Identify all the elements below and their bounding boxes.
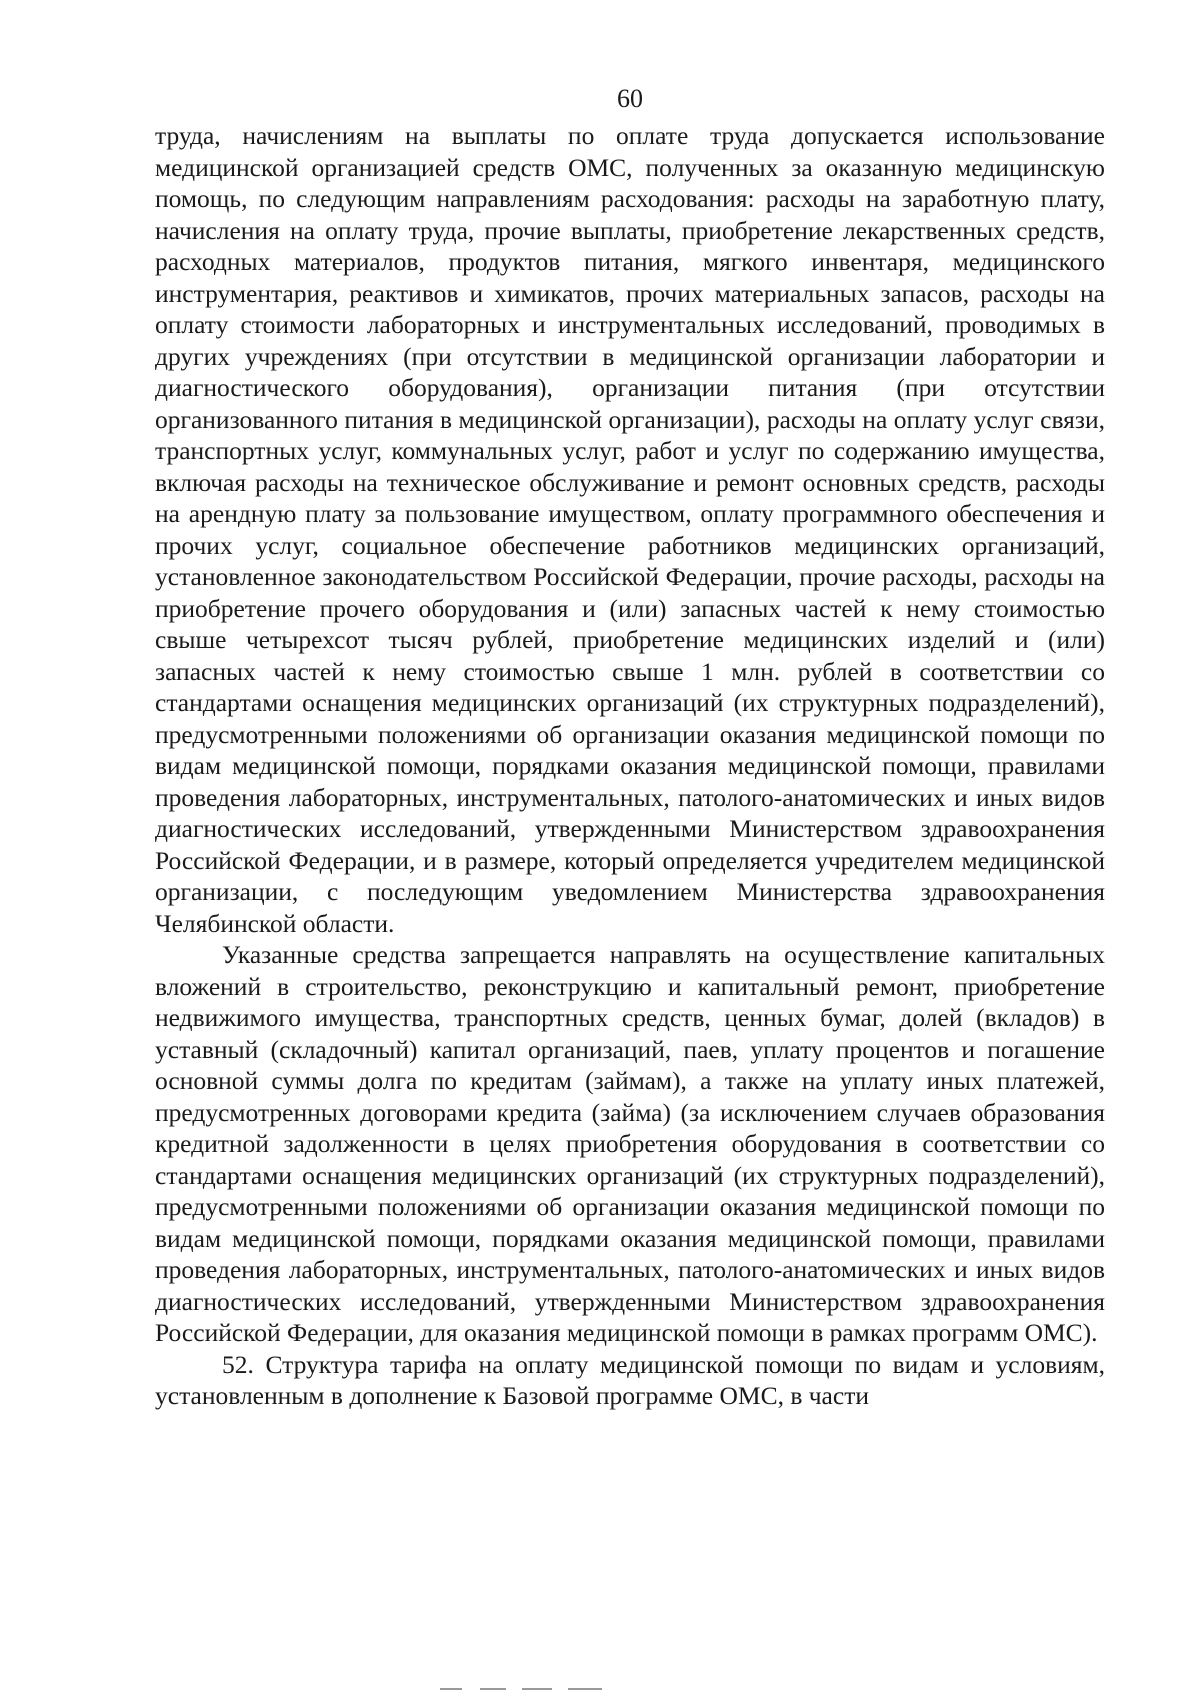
paragraph-prohibited-uses: Указанные средства запрещается направлять на осуществление капитальных вложений в строительство, реконструкцию и капитальный ремонт, приобретение недвижимого имущества, транспортных средств, ценных бумаг, долей (вкладов) в уставный (складочный) капитал организаций, паев, уплату процентов и погашение основной суммы долга по кредитам (займам), а также на уплату иных платежей, предусмотренных договорами кредита (займа) (за исключением случаев образования кредитной задолженности в целях приобретения оборудования в соответствии со стандартами оснащения медицинских организаций (их структурных подразделений), предусмотренными положениями об организации оказания медицинской помощи по видам медицинской помощи, порядками оказания медицинской помощи, правилами проведения лабораторных, инструментальных, патолого-анатомических и иных видов диагностических исследований, утвержденными Министерством здравоохранения Российской Федерации, для оказания медицинской помощи в рамках программ ОМС). [155,940,1105,1347]
paragraph-item-52: 52. Структура тарифа на оплату медицинской помощи по видам и условиям, установленным в дополнение к Базовой программе ОМС, в части [155,1349,1105,1410]
document-body [155,120,1105,1412]
paragraph-expense-directions: труда, начислениям на выплаты по оплате труда допускается использование медицинской организацией средств ОМС, полученных за оказанную медицинскую помощь, по следующим направлениям расходования: расходы на заработную плату, начисления на оплату труда, прочие выплаты, приобретение лекарственных средств, расходных материалов, продуктов питания, мягкого инвентаря, медицинского инструментария, реактивов и химикатов, прочих материальных запасов, расходы на оплату стоимости лабораторных и инструментальных исследований, проводимых в других учреждениях (при отсутствии в медицинской организации лаборатории и диагностического оборудования), организации питания (при отсутствии организованного питания в медицинской организации), расходы на оплату услуг связи, транспортных услуг, коммунальных услуг, работ и услуг по содержанию имущества, включая расходы на техническое обслуживание и ремонт основных средств, расходы на арендную плату за пользование имуществом, оплату программного обеспечения и прочих услуг, социальное обеспечение работников медицинских организаций, установленное законодательством Российской Федерации, прочие расходы, расходы на приобретение прочего оборудования и (или) запасных частей к нему стоимостью свыше четырехсот тысяч рублей, приобретение медицинских изделий и (или) запасных частей к нему стоимостью свыше 1 млн. рублей в соответствии со стандартами оснащения медицинских организаций (их структурных подразделений), предусмотренными положениями об организации оказания медицинской помощи по видам медицинской помощи, порядками оказания медицинской помощи, правилами проведения лабораторных, инструментальных, патолого-анатомических и иных видов диагностических исследований, утвержденными Министерством здравоохранения Российской Федерации, и в размере, который определяется учредителем медицинской организации, с последующим уведомлением Министерства здравоохранения Челябинской области. [155,121,1105,938]
page-number: 60 [617,84,643,113]
scan-artifact [440,1688,660,1692]
